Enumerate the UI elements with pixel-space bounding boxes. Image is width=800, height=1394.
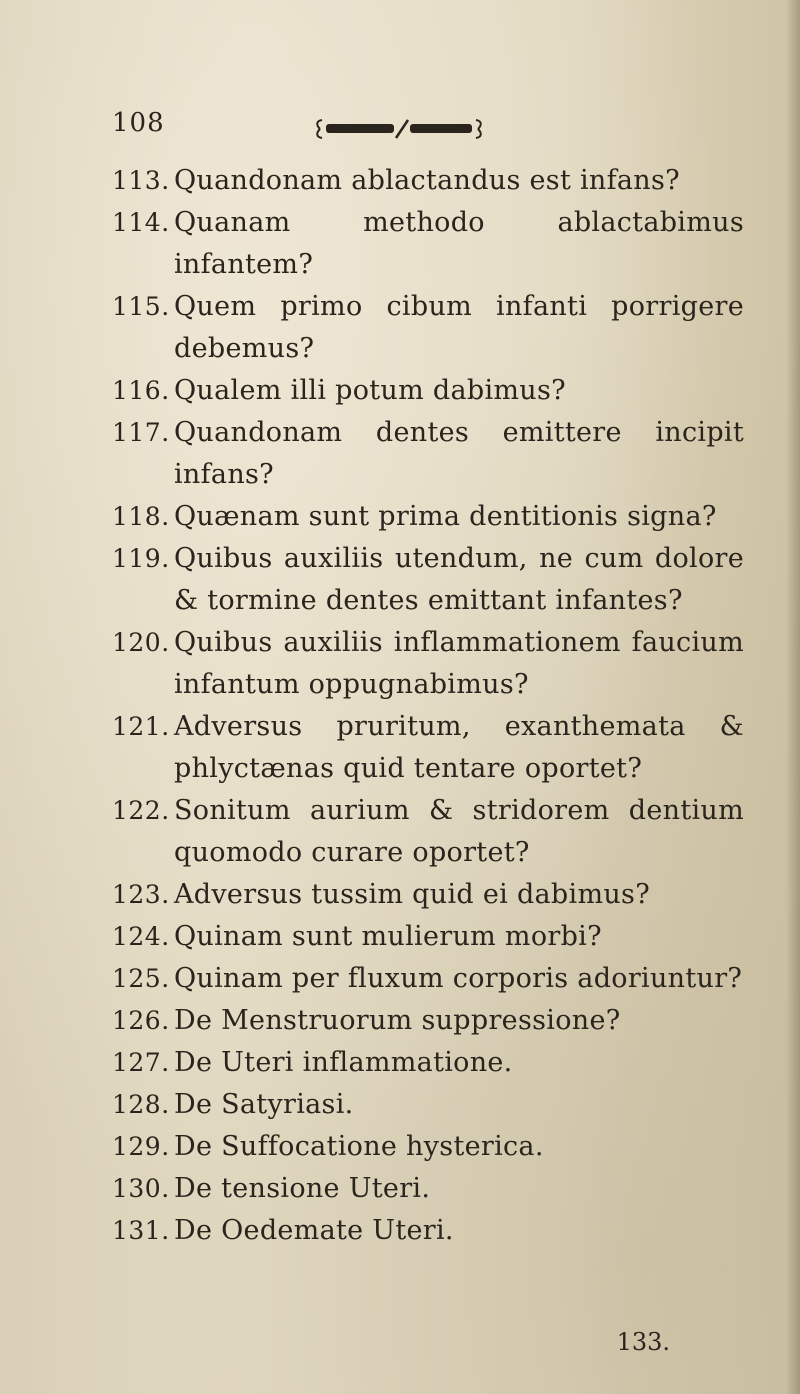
item-text: Qualem illi potum dabimus? xyxy=(174,375,566,406)
list-item xyxy=(112,958,744,1000)
item-text: De Oedemate Uteri. xyxy=(174,1215,454,1246)
list-item xyxy=(112,202,744,286)
item-text: Sonitum aurium & stridorem dentium quomodo curare oportet? xyxy=(174,795,744,868)
item-text: Quandonam ablactandus est infans? xyxy=(174,165,680,196)
question-list xyxy=(112,160,744,1252)
list-item xyxy=(112,496,744,538)
item-number: 118. xyxy=(112,502,170,531)
item-number: 119. xyxy=(112,544,170,573)
item-text: De Suffocatione hysterica. xyxy=(174,1131,544,1162)
item-text: Quandonam dentes emittere incipit infans? xyxy=(174,417,744,490)
page-number: 108 xyxy=(112,108,165,138)
item-number: 131. xyxy=(112,1216,170,1245)
list-item xyxy=(112,706,744,790)
item-text: De Menstruorum suppressione? xyxy=(174,1005,621,1036)
item-number: 121. xyxy=(112,712,170,741)
item-text: Quænam sunt prima dentitionis signa? xyxy=(174,501,717,532)
item-number: 113. xyxy=(112,166,170,195)
item-number: 129. xyxy=(112,1132,170,1161)
list-item xyxy=(112,370,744,412)
catchword: 133. xyxy=(616,1328,670,1356)
item-number: 114. xyxy=(112,208,170,237)
item-number: 128. xyxy=(112,1090,170,1119)
item-number: 125. xyxy=(112,964,170,993)
item-text: Quanam methodo ablactabimus infantem? xyxy=(174,207,744,280)
item-number: 122. xyxy=(112,796,170,825)
page-header xyxy=(112,108,732,148)
item-text: Quibus auxiliis inflammationem faucium infantum oppugnabimus? xyxy=(174,627,744,700)
item-number: 120. xyxy=(112,628,170,657)
item-text: De tensione Uteri. xyxy=(174,1173,431,1204)
item-number: 124. xyxy=(112,922,170,951)
list-item xyxy=(112,286,744,370)
list-item xyxy=(112,790,744,874)
list-item xyxy=(112,916,744,958)
item-text: Quinam per fluxum corporis adoriuntur? xyxy=(174,963,743,994)
list-item xyxy=(112,412,744,496)
item-text: De Satyriasi. xyxy=(174,1089,354,1120)
list-item xyxy=(112,1084,744,1126)
list-item xyxy=(112,1210,744,1252)
item-number: 115. xyxy=(112,292,170,321)
ornament-icon xyxy=(312,116,492,146)
item-number: 127. xyxy=(112,1048,170,1077)
list-item xyxy=(112,1168,744,1210)
list-item xyxy=(112,1000,744,1042)
item-number: 117. xyxy=(112,418,170,447)
item-text: Adversus pruritum, exanthemata & phlyctænas quid tentare oportet? xyxy=(174,711,744,784)
list-item xyxy=(112,1126,744,1168)
list-item xyxy=(112,538,744,622)
list-item xyxy=(112,160,744,202)
item-text: Quinam sunt mulierum morbi? xyxy=(174,921,602,952)
item-text: Adversus tussim quid ei dabimus? xyxy=(174,879,650,910)
list-item xyxy=(112,874,744,916)
list-item xyxy=(112,622,744,706)
item-number: 123. xyxy=(112,880,170,909)
item-number: 126. xyxy=(112,1006,170,1035)
item-number: 116. xyxy=(112,376,170,405)
item-number: 130. xyxy=(112,1174,170,1203)
item-text: Quibus auxiliis utendum, ne cum dolore & tormine dentes emittant infantes? xyxy=(174,543,744,616)
item-text: Quem primo cibum infanti porrigere debemus? xyxy=(174,291,744,364)
list-item xyxy=(112,1042,744,1084)
item-text: De Uteri inflammatione. xyxy=(174,1047,513,1078)
